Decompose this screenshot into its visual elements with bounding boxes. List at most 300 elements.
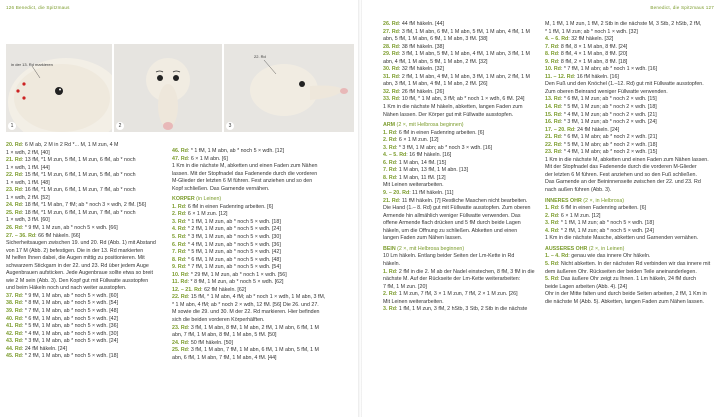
text-line [545,157,715,165]
round-number: 23. Rd [545,149,561,156]
text-line [545,269,715,277]
instruction-text: : 38 fM häkeln. [38] [398,43,444,50]
text-line [172,204,356,212]
text-line [172,148,356,156]
text-line [6,233,168,241]
instruction-text: langen Faden zum Nähen lassen. [383,235,463,242]
text-line [172,309,356,317]
text-line [383,198,541,206]
instruction-text: 1 Km in die nächste M häkeln, abketten, langen Faden zum [383,104,523,111]
instruction-text: : 16 fM, *1 M zun, 6 fM, 1 M zun, 7 fM, ab * noch [21,187,136,194]
instruction-text: : 1 M abn, 13 fM, 1 M abn. [13] [395,167,469,174]
round-number: 8. Rd [172,256,185,263]
text-line [172,340,356,348]
round-number: 42. Rd [6,330,22,337]
photo-1-illustration [6,44,112,132]
instruction-text: : genau wie das innere Ohr häkeln. [568,253,651,260]
text-line [545,81,715,89]
text-line [6,195,168,203]
text-line [545,51,715,59]
text-line [545,104,715,112]
text-line [383,182,541,190]
instruction-text: : * 8 fM, 1 M zun, ab * noch 5 × wdh. [62] [187,279,284,286]
round-number: 1. Rd [545,205,558,212]
instruction-text: : * 29 fM, 1 M zun, ab * noch 1 × wdh. [56] [187,271,287,278]
text-line [545,253,715,261]
text-line [6,157,168,165]
text-line [383,276,541,284]
instruction-text: : * 7 fM, 1 M zun, ab * noch 5 × wdh. [54] [184,264,281,271]
text-line [6,285,168,293]
round-number: 4. Rd [545,227,558,234]
text-line [383,104,541,112]
instruction-text: 7 fM, 1 M zun. [20] [383,283,427,290]
instruction-text: 1 × wdh, 2 fM, [40] [6,149,50,156]
instruction-text: : 6 × 1 M abn. [6] [187,155,228,162]
round-number: 22. Rd [6,172,22,179]
text-line [545,59,715,67]
instruction-text: : 2 fM, 1 M abn, 4 fM, 1 M abn, 3 fM, 1 M abn, 2 fM, 1 M [398,73,530,80]
round-number: 22. Rd [172,294,188,301]
instruction-text: und beim Häkeln noch und nach weiter ausstopfen. [6,285,127,292]
instruction-text: 10 Lm häkeln. Entlang beider Seiten der Lm-Kette in Rd [383,253,515,260]
instruction-text: : 8 fM, 4 × 1 M abn, 8 fM. [20] [557,51,628,58]
round-number: 2. Rd [172,211,185,218]
round-number: 12. – 21. Rd [172,286,202,293]
text-line [172,317,356,325]
text-line [172,219,356,227]
text-line [383,160,541,168]
text-line [6,172,168,180]
text-line [6,346,168,354]
text-line [545,149,715,157]
round-number: 5. Rd [545,276,558,283]
text-line [383,291,541,299]
text-line [545,89,715,97]
text-line [383,152,541,160]
text-line [6,150,168,158]
instruction-text: wie 2 M sein (Abb. 3). Den Kopf gut mit Füllwatte ausstopfen [6,277,149,284]
round-number: 11. – 12. Rd [545,73,574,80]
text-line [6,300,168,308]
text-line [383,220,541,228]
text-line [545,66,715,74]
text-line [172,279,356,287]
text-line [383,284,541,292]
round-number: 17. – 20. Rd [545,126,575,133]
text-line [6,240,168,248]
round-number: 15. Rd [545,111,561,118]
instruction-text: : 6 fM in einen Fadenring arbeiten. [6] [395,129,484,136]
section-heading [545,198,715,206]
round-number: 1. Rd [172,203,185,210]
round-number: 43. Rd [6,338,22,345]
round-number: 26. Rd [6,225,22,232]
instruction-text: : * 6 fM, 1 M abn, ab * noch 5 × wdh. [42] [21,315,119,322]
instruction-text: Mit Leinen weiterarbeiten. [383,182,444,189]
instruction-text: : * 3 fM, 1 M zun; ab * noch 2 × wdh. [24] [560,119,657,126]
instruction-text: : * 4 fM, 1 M abn, ab * noch 5 × wdh. [30] [21,330,119,337]
round-number: 39. Rd [6,308,22,315]
text-line [383,299,541,307]
instruction-text: offene Armende flach drücken und 5 fM durch beide Lagen [383,220,521,227]
round-number: 37. Rd [6,292,22,299]
text-line [172,211,356,219]
photo-3-illustration [224,44,354,132]
instruction-text: Ohr in der Mitte falten und durch beide Seiten arbeiten, 2 fM, 1 Km in [545,291,707,298]
instruction-text: : 3 fM, 1 M abn, 6 fM, 1 M abn, 5 fM, 1 M abn, 4 fM, 1 M [398,28,530,35]
instruction-text: dem äußeren Ohr. Rückseiten der beiden Teile aneinanderlegen. [545,268,697,275]
instruction-text: : * 1 fM, 1 M zun; ab * noch 5 × wdh. [18] [557,220,654,227]
section-note: (2 ×, mit Helbrosa beginnen) [395,245,465,252]
round-number: 7. Rd [172,249,185,256]
text-line [383,21,541,29]
round-number: 13. Rd [545,96,561,103]
section-title: BEIN [383,245,396,252]
instruction-text: * 1 M abn, 4 fM; ab * noch 2 × wdh, 12 fM. [56] Die 26. und 27. [172,301,319,308]
instruction-text: Mit Leinen weiterarbeiten. [383,298,444,305]
photo-1 [6,44,112,132]
round-number: 32. Rd [383,88,399,95]
text-line [6,263,168,271]
instruction-text: Den Fuß und den Knöchel (1.–12. Rd) gut mit Füllwatte ausstopfen. [545,81,704,88]
text-line [545,142,715,150]
round-number: 21. Rd [383,197,399,204]
instruction-text: die nächste M (Abb. 5). Abketten, langen Faden zum Nähen lassen. [545,298,705,305]
instruction-text: * 1 fM, 1 M zun; ab * noch 1 × wdh. [32] [545,28,638,35]
instruction-text: beide Lagen arbeiten (Abb. 4). [24] [545,283,627,290]
instruction-text: : * 4 fM, 1 M zun, ab * noch 5 × wdh. [36] [184,241,281,248]
round-number: 10. Rd [172,271,188,278]
round-number: 11. Rd [172,279,188,286]
text-line [6,255,168,263]
instruction-text: Augenbrauen aufsticken. Jede Augenbraue sollte etwa so breit [6,270,153,277]
text-line [545,235,715,243]
text-line [172,234,356,242]
text-line [545,228,715,236]
text-line [545,299,715,307]
instruction-text: M-Glieder der letzten 6 M führen. Fest anziehen und so den [172,178,313,185]
text-line [6,308,168,316]
round-number: 3. Rd [172,218,185,225]
round-number: 7. Rd [383,167,396,174]
text-line [545,220,715,228]
round-number: 31. Rd [383,73,399,80]
instruction-text: : 62 fM häkeln. [62] [201,286,247,293]
section-note: (2 ×, in Leinen) [587,245,625,252]
text-line [6,293,168,301]
instruction-text: 1 × wdh, 1 fM. [44] [6,164,50,171]
round-number: 47. Rd [172,155,188,162]
photo-3-number: 3 [226,122,234,130]
photo-2-number: 2 [116,122,124,130]
text-line [6,142,168,150]
instruction-text: : Nicht abketten. In der nächsten Rd verbinden wir das innere mit [557,260,711,267]
text-line [172,249,356,257]
photo-1-number: 1 [8,122,16,130]
instruction-text: : * 1 fM, 1 M zun, ab * noch 5 × wdh. [18] [184,218,281,225]
instruction-text: : 13 fM, *1 M zun, 5 fM, 1 M zun, 6 fM, ab * noch [21,157,136,164]
round-number: 29. Rd [383,51,399,58]
instruction-text: Sicherheitsaugen zwischen 19. und 20. Rd (Abb. 1) mit Abstand [6,240,156,247]
instruction-text: : * 3 fM, 1 M abn, ab * noch 5 × wdh. [24] [21,338,119,345]
instruction-text: abn, 6 fM, 1 M abn, 7 fM, 1 M abn, 4 fM. [44] [172,354,277,361]
text-line [6,270,168,278]
instruction-text: : 15 fM, * 1 M abn, 4 fM; ab * noch 1 × wdh, 1 M abn, 3 fM, [187,294,326,301]
text-line [6,338,168,346]
text-line [172,264,356,272]
instruction-text: : 1 M zun, 7 fM, 3 × 1 M zun, 7 fM, 2 × 1 M zun. [26] [395,291,518,298]
text-line [172,332,356,340]
text-column-2 [172,148,356,362]
instruction-text: : * 5 fM, 1 M abn, ab * noch 5 × wdh. [36] [21,323,119,330]
round-number: 8. Rd [545,51,558,58]
text-line [545,36,715,44]
round-number: 21. Rd [545,134,561,141]
instruction-text: : 16 fM häkeln. [16] [573,73,619,80]
round-number: 1. Rd [383,268,396,275]
round-number: 30. Rd [383,66,399,73]
text-line [545,112,715,120]
instruction-text: nach außen führen (Abb. 3). [545,187,612,194]
text-line [545,21,715,29]
text-line [172,226,356,234]
instruction-text: Nähen lassen. Der Körper gut mit Füllwatte ausstopfen. [383,111,514,118]
text-line [172,287,356,295]
instruction-text: Zum oberen Beinrand weniger Füllwatte verwenden. [545,88,668,95]
instruction-text: : 6 × 1 M zun. [12] [557,212,601,219]
instruction-text: M helfen Ihnen dabei, die Augen mittig zu positionieren. Mit [6,255,145,262]
round-number: 14. Rd [545,104,561,111]
section-note: (in Leinen) [194,196,222,203]
instruction-text: M sowie die 29. und 30. M der 22. Rd markieren. Hier befinden [172,309,320,316]
text-line [383,59,541,67]
section-title: ÄUSSERES OHR [545,245,588,252]
text-line [545,164,715,172]
instruction-text: : * 5 fM, 1 M zun, ab * noch 5 × wdh. [42] [184,249,281,256]
instruction-text: : * 5 fM, 1 M abn; ab * noch 2 × wdh. [18] [560,141,658,148]
photo-2 [114,44,222,132]
instruction-text: : Das äußere Ohr zeigt zu Ihnen. 1 Lm häkeln, 24 fM durch [557,276,697,283]
text-line [383,235,541,243]
round-number: 46. Rd [172,148,188,154]
text-line [545,96,715,104]
text-line [172,163,356,171]
instruction-text: : 24 fM häkeln. [24] [574,126,620,133]
text-line [6,187,168,195]
text-line [545,29,715,37]
round-number: 28. Rd [383,43,399,50]
instruction-text: Die Hand (1.– 8. Rd) gut mit Füllwatte ausstopfen. Zum oberen [383,205,531,212]
text-line [6,353,168,361]
text-line [383,44,541,52]
text-line [6,278,168,286]
round-number: 38. Rd [6,300,22,307]
instruction-text: : 1 M abn, 14 fM. [15] [395,159,447,166]
instruction-text: : 11 fM häkeln. [7] Restliche Maschen nicht bearbeiten. [398,197,528,204]
instruction-text: häkeln. [383,260,401,267]
instruction-text: Das Garnende an der Beininnenseite zwischen der 22. und 23. Rd [545,179,701,186]
section-title: KÖRPER [172,196,195,203]
instruction-text: : 8 fM, 2 × 1 M abn, 8 fM. [18] [557,58,628,65]
text-line [383,205,541,213]
round-number: 23. Rd [6,187,22,194]
instruction-text: : * 2 fM, 1 M zun, ab * noch 5 × wdh. [24] [184,226,281,233]
round-number: 24. Rd [6,202,22,209]
text-line [383,306,541,314]
text-line [172,171,356,179]
text-line [172,294,356,302]
round-number: 24. Rd [172,339,188,346]
text-line [383,137,541,145]
text-line [545,261,715,269]
instruction-text: 1 Km in die nächste M, abketten und einen Faden zum Nähen lassen. [545,156,709,163]
text-line [6,248,168,256]
round-number: 33. Rd [383,96,399,103]
text-line [545,44,715,52]
instruction-text: sich die beiden vorderen Körperhälften. [172,317,265,324]
text-line [172,242,356,250]
instruction-text: : 2 fM in die 2. M ab der Nadel einstechen, 8 fM, 3 fM in die [395,268,535,275]
instruction-text: : 8 fM, 8 × 1 M abn, 8 fM. [24] [557,43,628,50]
text-line [383,228,541,236]
round-number: 4. – 5. Rd [383,152,407,159]
text-line [6,210,168,218]
text-line [172,347,356,355]
text-line [545,119,715,127]
text-line [172,178,356,186]
round-number: 26. Rd [383,21,399,27]
photo-3-label: 22. Rd [254,54,266,59]
instruction-text: : 15 fM, *1 M zun, 6 fM, 1 M zun, 5 fM, ab * noch [21,172,136,179]
instruction-text: : 6 fM in einen Fadenring arbeiten. [6] [557,205,646,212]
instruction-text: : * 3 fM, 1 M zun, ab * noch 5 × wdh. [30] [184,234,281,241]
instruction-text: : * 7 fM, 1 M abn; ab * noch 1 × wdh. [16] [560,66,658,73]
text-line [383,145,541,153]
text-line [6,180,168,188]
instruction-text: : 44 fM häkeln. [44] [398,21,444,27]
text-line [383,261,541,269]
instruction-text: abn, 5 fM, 1 M abn, 6 fM, 1 M abn, 3 fM. [38] [383,36,488,43]
instruction-text: 1 × wdh, 1 fM. [48] [6,179,50,186]
instruction-text: : * 9 fM, 1 M zun, ab * noch 5 × wdh. [66] [21,225,118,232]
round-number: 8. Rd [383,174,396,181]
instruction-text: : * 6 fM, 1 M abn; ab * noch 2 × wdh. [21] [560,134,658,141]
round-number: 21. Rd [6,157,22,164]
instruction-text: : * 7 fM, 1 M abn, ab * noch 5 × wdh. [48] [21,308,119,315]
text-line [383,213,541,221]
section-title: INNERES OHR [545,197,582,204]
text-line [383,74,541,82]
instruction-text: : 3 fM, 1 M abn, 8 fM, 1 M abn, 2 fM, 1 M abn, 6 fM, 1 M [187,324,319,331]
round-number: 1. – 4. Rd [545,253,569,260]
text-line [6,225,168,233]
text-line [383,81,541,89]
text-line [6,202,168,210]
instruction-text: : 32 fM häkeln. [32] [398,66,444,73]
round-number: 27. Rd [383,28,399,35]
round-number: 10. Rd [545,66,561,73]
section-heading [383,122,541,130]
section-title: ARM [383,122,396,129]
text-line [383,253,541,261]
instruction-text: : 10 fM, * 1 M abn, 3 fM; ab * noch 1 × wdh, 6 fM. [24] [398,96,525,103]
section-heading [545,246,715,254]
instruction-text: : * 1 fM, 1 M abn, ab * noch 5 × wdh. [12] [187,148,285,154]
round-number: 6. Rd [383,159,396,166]
round-number: 44. Rd [6,345,22,352]
round-number: 6. Rd [172,241,185,248]
instruction-text: abn, 3 fM, 1 M abn, 4 fM, 1 M abn, 2 fM. [26] [383,81,488,88]
instruction-text: 1 Km in die nächste M, abketten und einen Faden zum Nähen [172,163,318,170]
instruction-text: 1 × wdh, 3 fM. [60] [6,217,50,224]
instruction-text: : * 9 fM, 1 M abn, ab * noch 5 × wdh. [60] [21,292,119,299]
text-column-4 [545,21,715,306]
round-number: 20. Rd [6,142,22,148]
text-line [383,29,541,37]
round-number: 25. Rd [172,347,188,354]
instruction-text: : 26 fM häkeln. [26] [398,88,444,95]
instruction-text: : 6 × 1 M zun. [12] [184,211,228,218]
header-left: 126 Benedict, die Spitzmaus [6,5,70,10]
round-number: 3. Rd [383,306,396,313]
instruction-text: : 32 fM häkeln. [32] [568,36,614,43]
text-line [6,165,168,173]
text-line [545,172,715,180]
round-number: 41. Rd [6,323,22,330]
text-line [383,51,541,59]
instruction-text: 1 Km in die nächste Masche, abketten und Garnenden vernähen. [545,235,699,242]
round-number: 7. Rd [545,43,558,50]
round-number: 22. Rd [545,141,561,148]
text-line [6,323,168,331]
text-line [6,331,168,339]
instruction-text: : * 4 fM, 1 M zun; ab * noch 2 × wdh. [21] [560,111,657,118]
round-number: 2. Rd [383,137,396,144]
text-line [172,272,356,280]
instruction-text: : 18 fM, *1 M abn, 7 fM; ab * noch 3 × wdh, 2 fM. [56] [21,202,147,209]
text-line [545,74,715,82]
instruction-text: : 50 fM häkeln. [50] [187,339,233,346]
round-number: 2. Rd [383,291,396,298]
text-line [172,186,356,194]
photo-1-label: in der 13. Rd markieren [11,62,53,67]
round-number: 1. Rd [383,129,396,136]
photo-3 [224,44,354,132]
text-line [383,96,541,104]
round-number: 2. Rd [545,212,558,219]
instruction-text: : 18 fM, *1 M zun, 6 fM, 1 M zun, 7 fM, ab * noch [21,209,136,216]
text-line [545,291,715,299]
instruction-text: Mit der Stopfnadel das Fadenende durch die vorderen M-Glieder [545,164,697,171]
instruction-text: abn, 7 fM, 1 M abn, 8 fM, 1 M abn, 5 fM. [50] [172,332,277,339]
instruction-text: : 24 fM häkeln. [24] [21,345,67,352]
instruction-text: : * 4 fM, 1 M abn; ab * noch 2 × wdh. [15] [560,149,658,156]
round-number: 40. Rd [6,315,22,322]
instruction-text: Armende hin allmählich weniger Füllwatte verwenden. Das [383,212,521,219]
instruction-text: : 66 fM häkeln. [66] [35,232,81,239]
instruction-text: : * 2 fM, 1 M abn, ab * noch 5 × wdh. [18] [21,353,119,360]
text-line [172,302,356,310]
instruction-text: : * 5 fM, 1 M zun; ab * noch 2 × wdh. [18] [560,104,657,111]
round-number: 5. Rd [172,234,185,241]
text-line [383,190,541,198]
round-number: 16. Rd [545,119,561,126]
instruction-text: : 6 M ab, 2 M in 2 Rd *... M, 1 M zun, 4 M [21,142,119,148]
instruction-text: 1 × wdh, 2 fM. [52] [6,194,50,201]
instruction-text: : * 3 fM, 1 M abn; ab * noch 3 × wdh. [16] [395,144,493,151]
instruction-text: : * 6 fM, 1 M zun; ab * noch 2 × wdh. [15] [560,96,657,103]
